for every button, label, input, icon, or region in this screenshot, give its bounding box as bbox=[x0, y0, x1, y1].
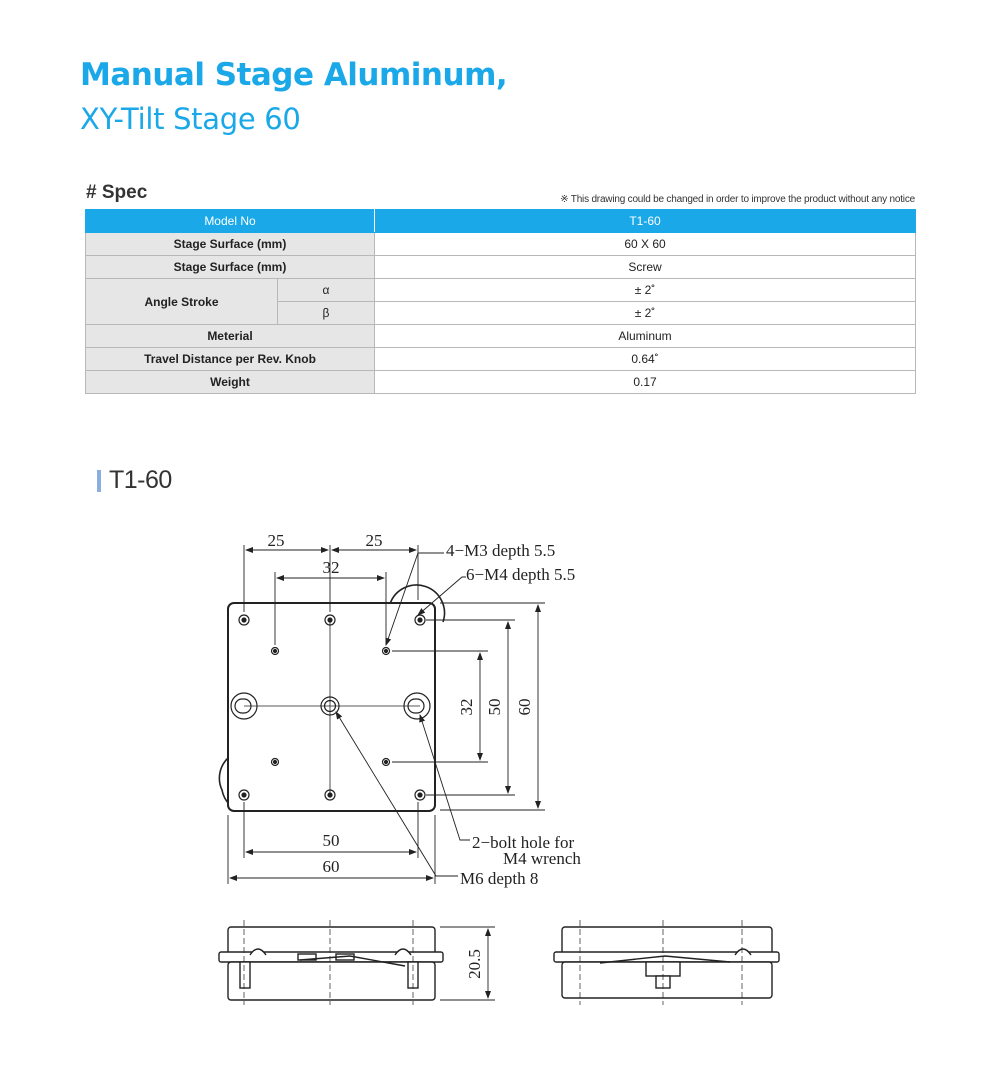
callout-label: M6 depth 8 bbox=[460, 869, 539, 888]
section-title: T1-60 bbox=[109, 466, 172, 494]
top-view bbox=[219, 585, 444, 811]
row-value: ± 2˚ bbox=[375, 302, 916, 325]
page-title: Manual Stage Aluminum, bbox=[80, 57, 508, 93]
row-label: Stage Surface (mm) bbox=[86, 233, 375, 256]
dim-label: 32 bbox=[457, 698, 476, 716]
dim-label: 60 bbox=[322, 857, 340, 876]
dim-label: 32 bbox=[322, 558, 340, 577]
row-sublabel: β bbox=[278, 302, 375, 325]
header-label: Model No bbox=[86, 210, 375, 233]
row-label: Meterial bbox=[86, 325, 375, 348]
row-value: 0.64˚ bbox=[375, 348, 916, 371]
row-value: 0.17 bbox=[375, 371, 916, 394]
side-view-left bbox=[219, 920, 495, 1005]
header-value: T1-60 bbox=[375, 210, 916, 233]
row-value: 60 X 60 bbox=[375, 233, 916, 256]
row-value: Aluminum bbox=[375, 325, 916, 348]
row-sublabel: α bbox=[278, 279, 375, 302]
dim-label: 60 bbox=[515, 698, 534, 716]
row-label: Travel Distance per Rev. Knob bbox=[86, 348, 375, 371]
row-label: Weight bbox=[86, 371, 375, 394]
row-value: ± 2˚ bbox=[375, 279, 916, 302]
row-value: Screw bbox=[375, 256, 916, 279]
callout-label: 4−M3 depth 5.5 bbox=[446, 541, 556, 560]
dim-label: 25 bbox=[267, 531, 285, 550]
dim-label: 50 bbox=[485, 698, 504, 716]
dim-label: 25 bbox=[365, 531, 383, 550]
callout-label: 2−bolt hole for bbox=[472, 833, 575, 852]
spec-heading: # Spec bbox=[86, 182, 148, 203]
row-label: Angle Stroke bbox=[86, 279, 278, 325]
callout-label: M4 wrench bbox=[503, 849, 581, 868]
dim-label: 20.5 bbox=[465, 949, 484, 979]
dim-label: 50 bbox=[322, 831, 340, 850]
callout-label: 6−M4 depth 5.5 bbox=[466, 565, 576, 584]
row-label: Stage Surface (mm) bbox=[86, 256, 375, 279]
side-view-right bbox=[554, 920, 779, 1005]
page-subtitle: XY-Tilt Stage 60 bbox=[80, 102, 301, 136]
notice-text: ※ This drawing could be changed in order to improve the product without any notice bbox=[560, 194, 915, 205]
